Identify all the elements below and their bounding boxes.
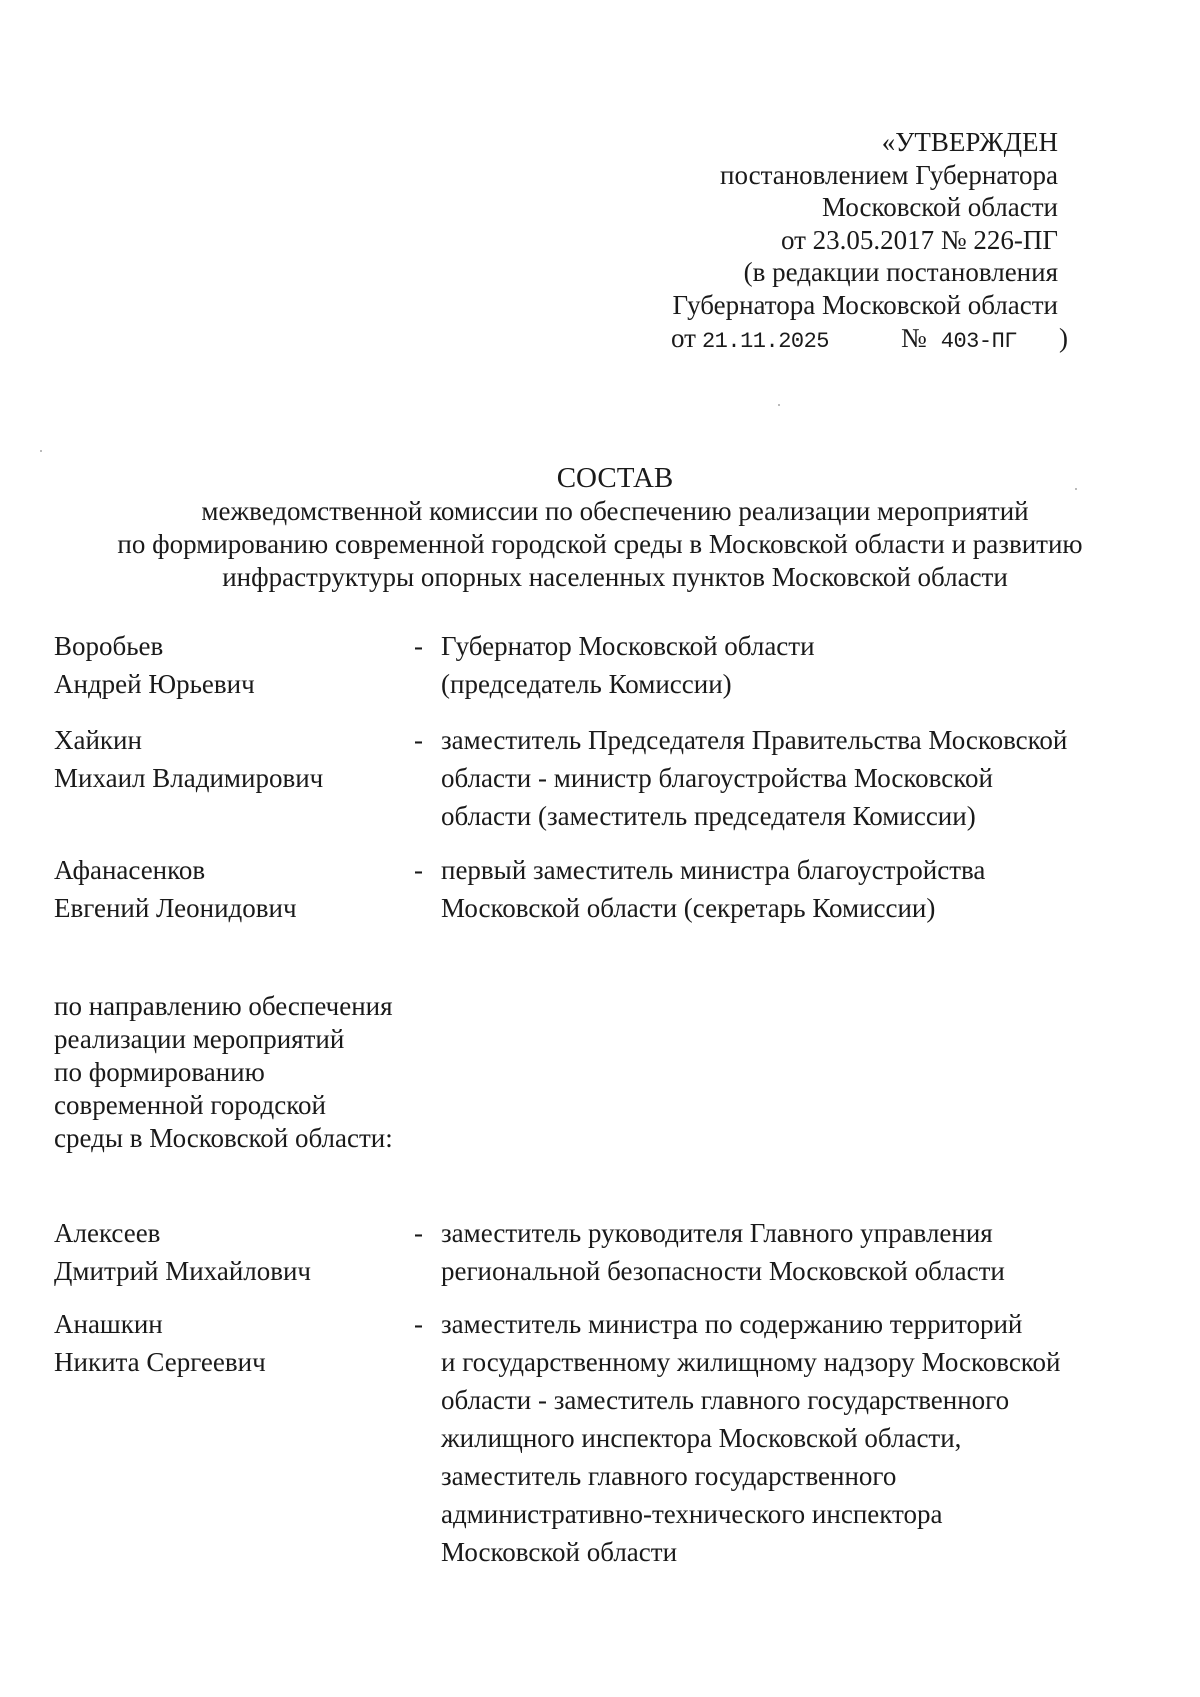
member-given-names: Андрей Юрьевич — [54, 669, 255, 699]
member-surname: Алексеев — [54, 1218, 161, 1248]
member-role-line: заместитель руководителя Главного управления — [441, 1218, 993, 1248]
approval-line-3: Московской области — [821, 192, 1058, 223]
member-surname: Воробьев — [54, 631, 164, 661]
member-surname: Хайкин — [54, 725, 142, 755]
member-role — [441, 1214, 1141, 1290]
document-subtitle-line-1: межведомственной комиссии по обеспечению реализации мероприятий — [201, 496, 1029, 526]
member-surname: Афанасенков — [54, 855, 206, 885]
member-role — [441, 721, 1141, 835]
member-role-line: региональной безопасности Московской области — [441, 1256, 1005, 1286]
member-role-line: заместитель министра по содержанию территорий — [441, 1309, 1023, 1339]
section-heading-line: современной городской — [54, 1090, 326, 1120]
scan-artifact — [40, 450, 42, 452]
member-role-line: и государственному жилищному надзору Московской — [441, 1347, 1061, 1377]
member-role-line: Московской области — [441, 1537, 678, 1567]
member-role-line: заместитель Председателя Правительства Московской — [441, 725, 1068, 755]
member-dash: - — [414, 1309, 423, 1339]
approval-line-7 — [671, 322, 1068, 359]
section-heading — [54, 990, 393, 1155]
document-subtitle-line-3: инфраструктуры опорных населенных пунктов Московской области — [222, 562, 1008, 592]
section-heading-line: по направлению обеспечения — [54, 991, 393, 1021]
scan-artifact — [778, 404, 780, 406]
member-role — [441, 851, 1141, 927]
member-role-line: Московской области (секретарь Комиссии) — [441, 893, 936, 923]
approval-number-sign: № — [901, 322, 927, 353]
member-role-line: области - министр благоустройства Московской — [441, 763, 993, 793]
member-role-line: Губернатор Московской области — [441, 631, 815, 661]
member-dash: - — [414, 855, 423, 885]
document-subtitle-line-2: по формированию современной городской среды в Московской области и развитию — [117, 529, 1083, 559]
section-heading-line: среды в Московской области: — [54, 1123, 393, 1153]
approval-from-label: от — [671, 322, 696, 353]
approval-line-4: от 23.05.2017 № 226-ПГ — [780, 224, 1058, 255]
approval-line-1: «УТВЕРЖДЕН — [881, 127, 1058, 157]
member-given-names: Никита Сергеевич — [54, 1347, 266, 1377]
member-dash: - — [414, 1218, 423, 1248]
document-title-block — [0, 462, 1200, 594]
member-given-names: Дмитрий Михайлович — [54, 1256, 312, 1286]
approval-date: 21.11.2025 — [701, 328, 830, 354]
member-name — [54, 721, 414, 797]
member-name — [54, 627, 414, 703]
member-given-names: Евгений Леонидович — [54, 893, 297, 923]
member-role — [441, 1305, 1141, 1571]
scan-artifact — [1075, 488, 1077, 490]
member-role-line: административно-технического инспектора — [441, 1499, 943, 1529]
member-surname: Анашкин — [54, 1309, 163, 1339]
member-given-names: Михаил Владимирович — [54, 763, 324, 793]
member-role-line: жилищного инспектора Московской области, — [441, 1423, 962, 1453]
member-role-line: первый заместитель министра благоустройства — [441, 855, 986, 885]
member-role-line: области (заместитель председателя Комиссии) — [441, 801, 976, 831]
member-name — [54, 1214, 414, 1290]
section-heading-line: реализации мероприятий — [54, 1024, 345, 1054]
approval-stamp-block — [671, 126, 1068, 358]
member-name — [54, 1305, 414, 1381]
member-dash: - — [414, 631, 423, 661]
member-name — [54, 851, 414, 927]
section-heading-line: по формированию — [54, 1057, 265, 1087]
member-role-line: заместитель главного государственного — [441, 1461, 897, 1491]
approval-number: 403-ПГ — [940, 328, 1017, 354]
approval-line-5: (в редакции постановления — [743, 257, 1058, 288]
member-dash: - — [414, 725, 423, 755]
approval-close-paren: ) — [1059, 322, 1068, 353]
approval-line-6: Губернатора Московской области — [672, 289, 1058, 320]
approval-line-2: постановлением Губернатора — [720, 159, 1058, 190]
document-title: СОСТАВ — [556, 462, 674, 494]
member-role — [441, 627, 1141, 703]
member-role-line: (председатель Комиссии) — [441, 669, 732, 699]
member-role-line: области - заместитель главного государственного — [441, 1385, 1010, 1415]
